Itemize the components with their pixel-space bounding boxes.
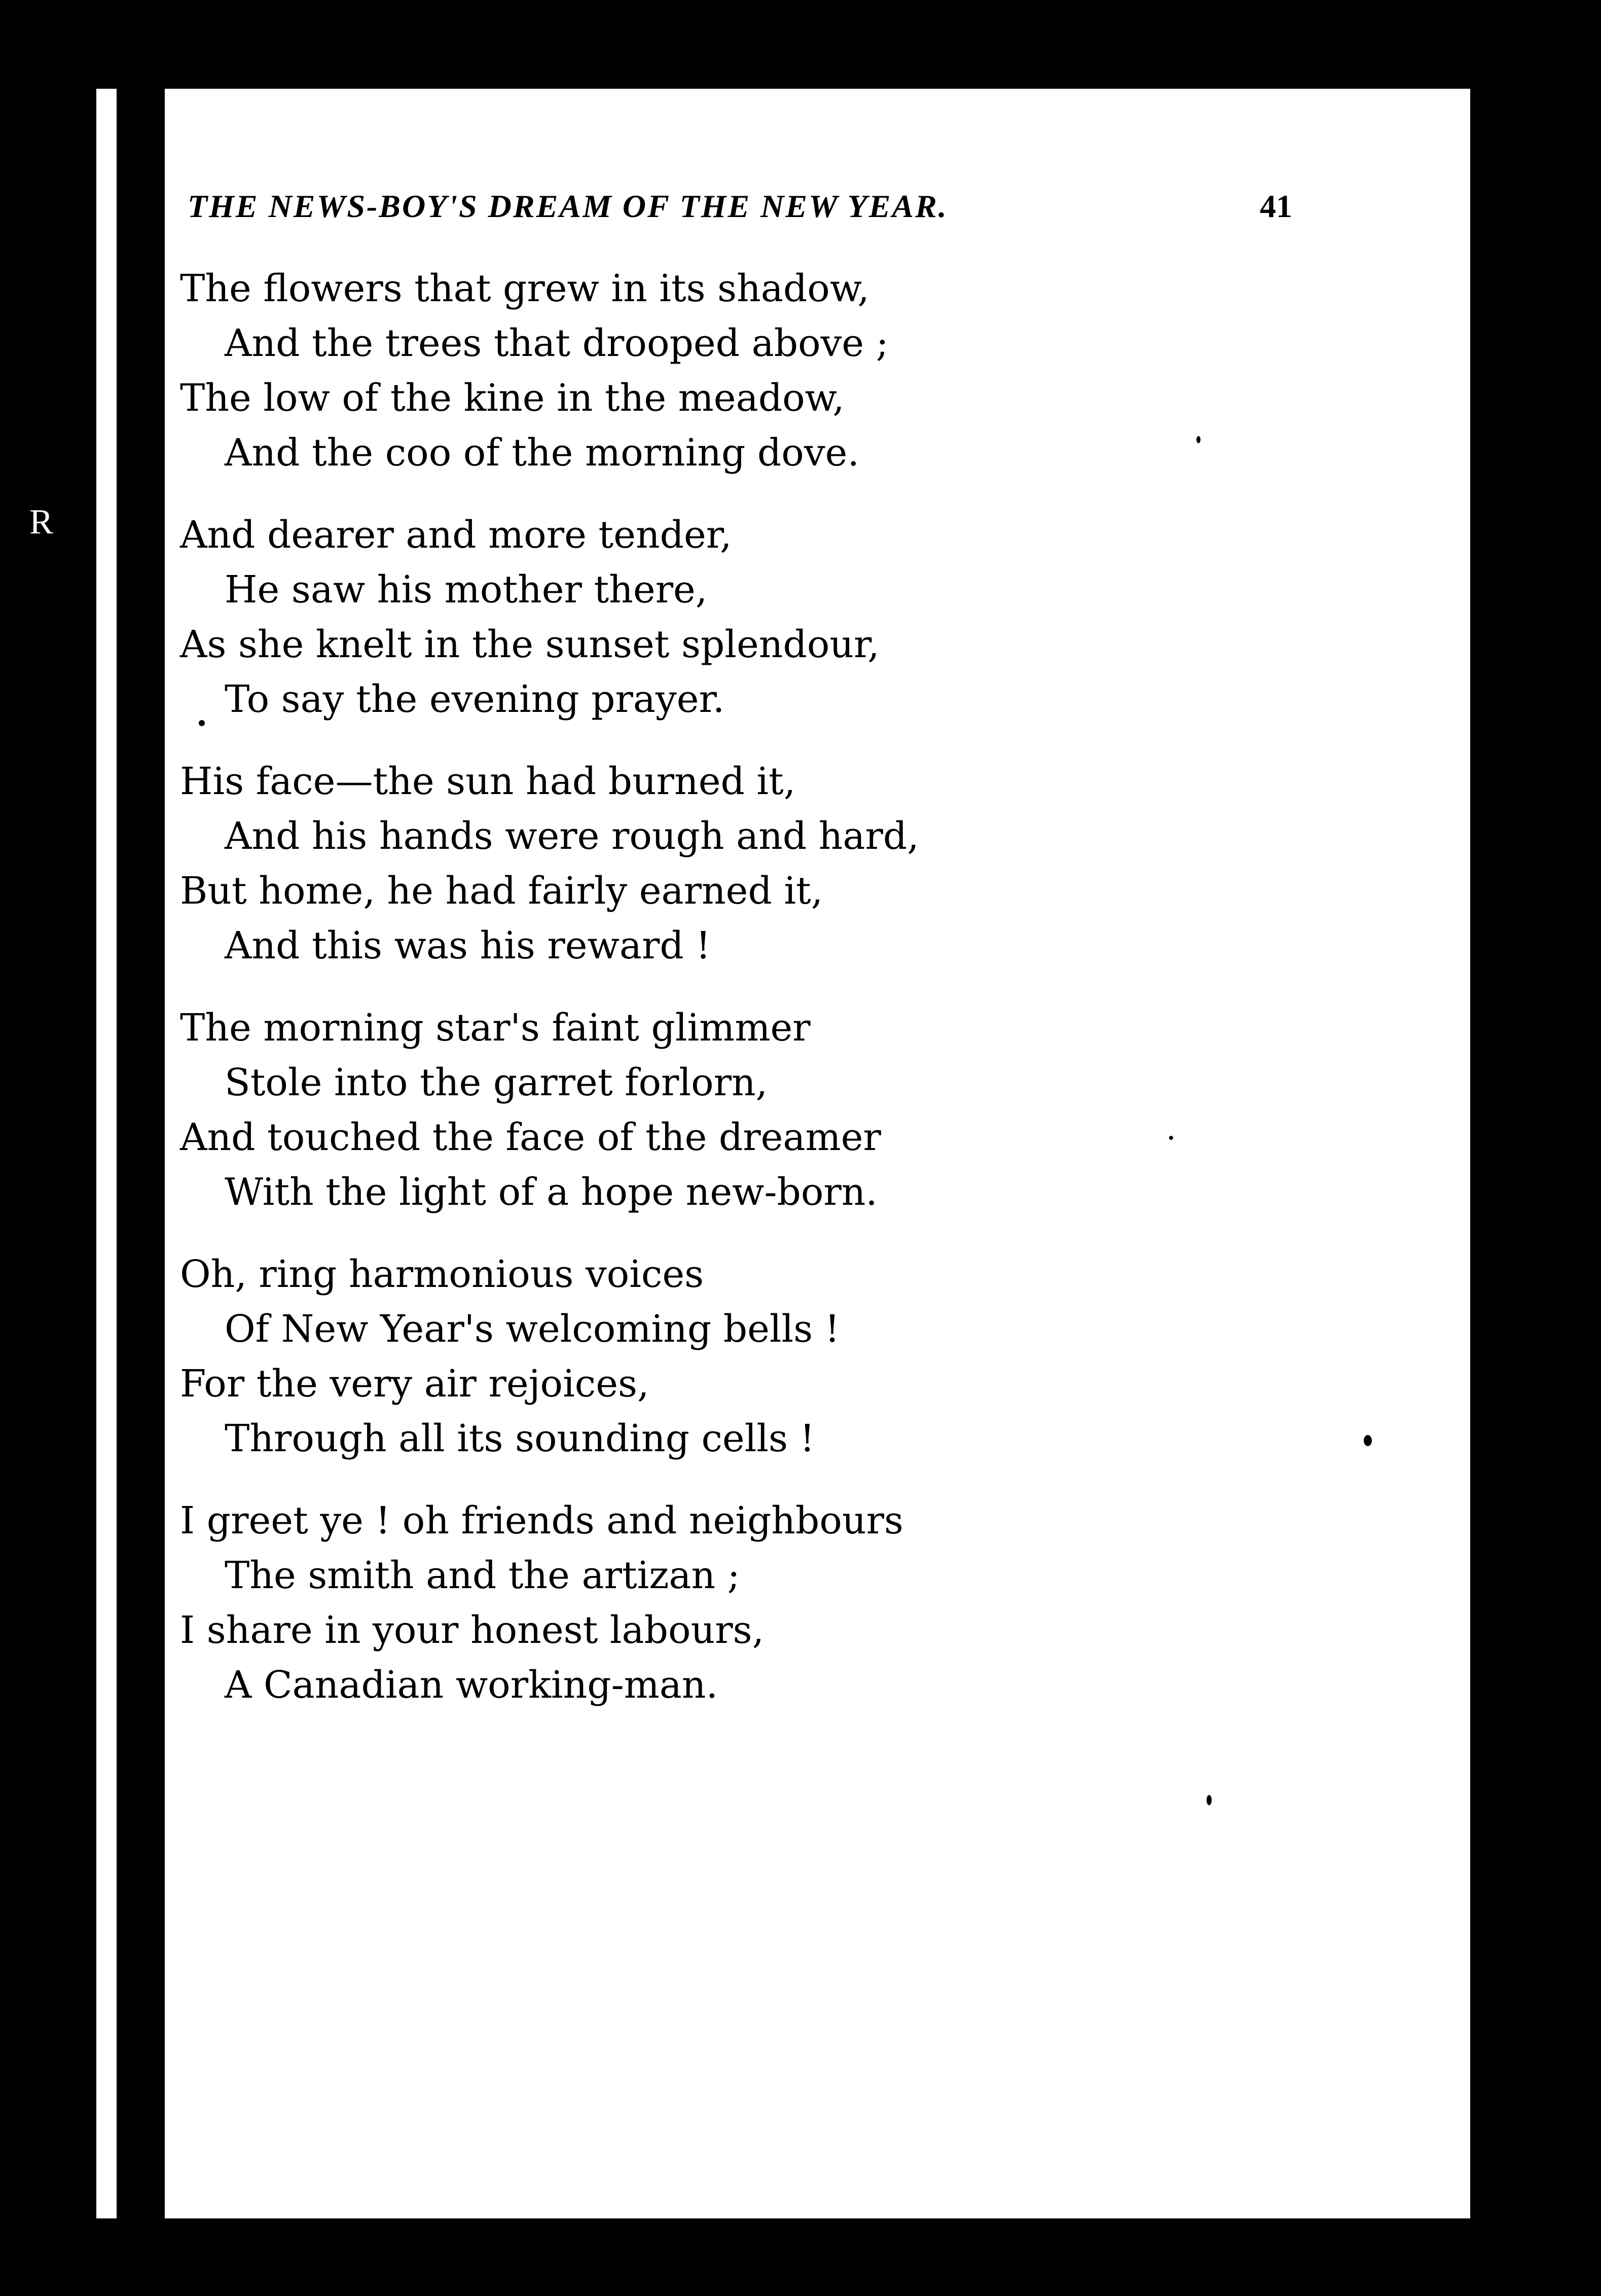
poem-line: And touched the face of the dreamer [180,1116,881,1159]
stanza [180,754,919,973]
poem-line: With the light of a hope new-born. [225,1170,878,1214]
poem-line: But home, he had fairly earned it, [180,869,823,913]
poem-line: Through all its sounding cells ! [225,1417,815,1460]
print-speck [1169,1136,1173,1140]
poem-line: I share in your honest labours, [180,1608,765,1652]
poem-line: He saw his mother there, [225,568,708,612]
poem-line: And dearer and more tender, [180,513,732,557]
poem-line: For the very air rejoices, [180,1362,649,1406]
poem-line: Oh, ring harmonious voices [180,1252,704,1296]
poem-line: And his hands were rough and hard, [225,814,919,858]
facing-page-fragment: R [29,503,53,542]
poem-line: As she knelt in the sunset splendour, [180,623,880,666]
poem-line: A Canadian working-man. [225,1663,718,1707]
poem-line: Stole into the garret forlorn, [225,1061,768,1104]
poem-line: His face—the sun had burned it, [180,760,796,803]
stanza [180,1247,919,1466]
stanza [180,1493,919,1712]
stanza [180,508,919,727]
stanza [180,261,919,480]
stanza [180,1000,919,1219]
print-speck [1196,436,1200,443]
poem-line: And this was his reward ! [225,924,711,967]
poem-line: I greet ye ! oh friends and neighbours [180,1499,903,1542]
poem-line: The smith and the artizan ; [225,1554,740,1597]
poem-line: The low of the kine in the meadow, [180,376,845,420]
poem-line: Of New Year's welcoming bells ! [225,1307,840,1351]
print-speck [199,720,205,726]
poem-line: To say the evening prayer. [225,677,725,721]
print-speck [1364,1435,1372,1446]
poem [180,261,919,1740]
poem-line: The flowers that grew in its shadow, [180,267,869,310]
poem-line: And the trees that drooped above ; [225,321,889,365]
running-title: THE NEWS-BOY'S DREAM OF THE NEW YEAR. [188,188,948,224]
print-speck [1207,1795,1212,1805]
facing-page-edge [96,89,117,2218]
poem-line: The morning star's faint glimmer [180,1006,811,1050]
page-number: 41 [1260,188,1292,224]
poem-line: And the coo of the morning dove. [225,431,859,475]
